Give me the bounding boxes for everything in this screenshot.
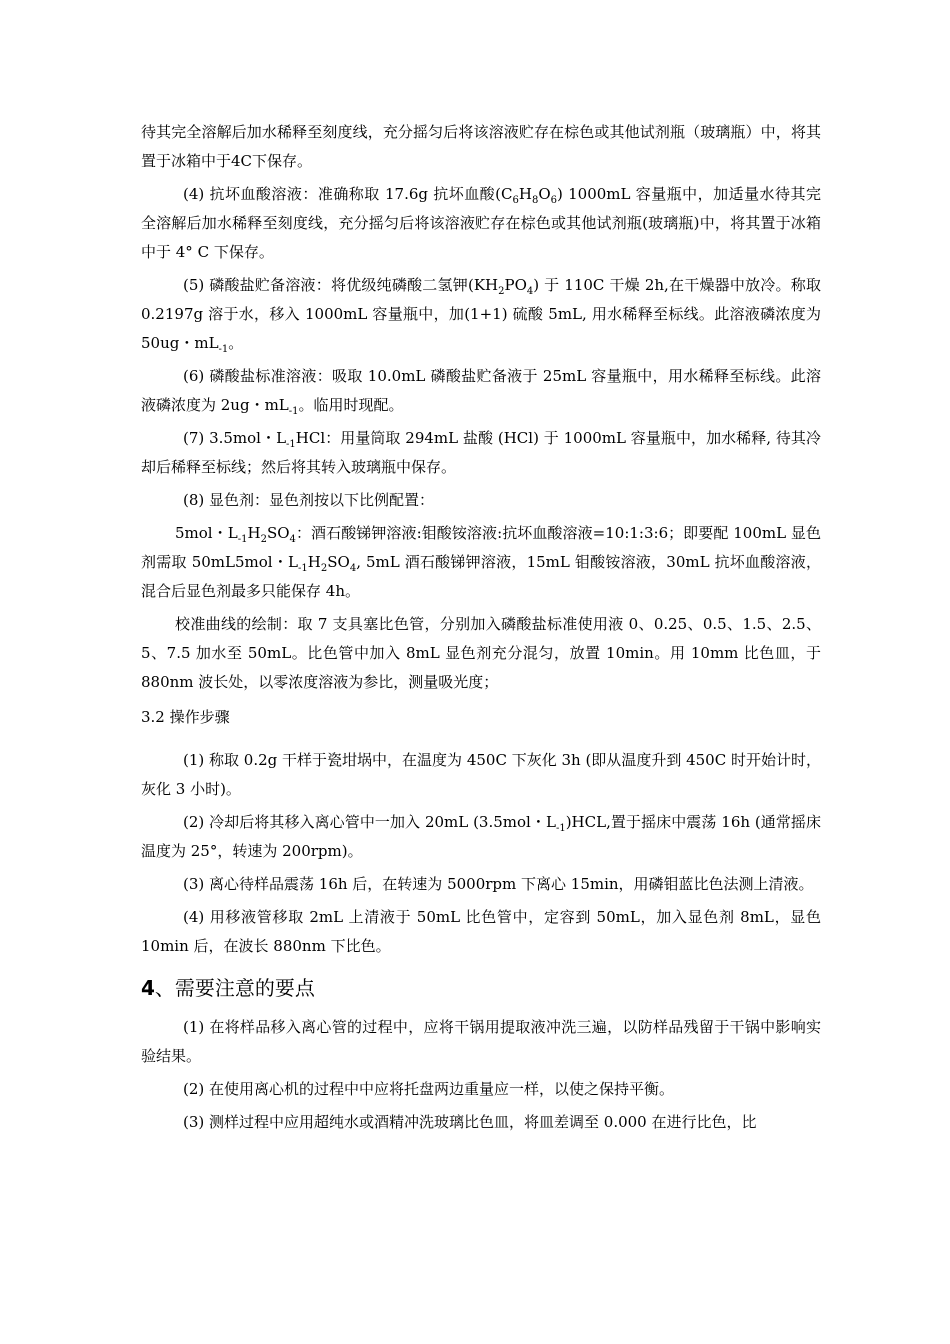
- paragraph-color-reagent: (8) 显色剂：显色剂按以下比例配置：: [183, 491, 435, 509]
- paragraph-color-reagent-ratio: 5mol・$L_{-1}H_2SO_4$：酒石酸锑钾溶液:钼酸铵溶液:抗坏血酸溶液=10:1:3:6；即要配 100mL 显色剂需取 50mL5mol・$L_{-1}H_2SO_4$, 5mL 酒石酸锑钾溶液，15mL 钼酸铵溶液，30mL 抗坏血酸溶液，混合后显色剂最多只能保存 4h。: [141, 524, 821, 600]
- section-title: 、需要注意的要点: [154, 976, 315, 1000]
- section-number: 4: [141, 976, 155, 1000]
- note-2: (2) 在使用离心机的过程中中应将托盘两边重量应一样，以使之保持平衡。: [183, 1080, 675, 1098]
- step-4: (4) 用移液管移取 2mL 上清液于 50mL 比色管中，定容到 50mL，加入显色剂 8mL，显色 10min 后，在波长 880nm 下比色。: [141, 908, 821, 955]
- paragraph-phosphate-standard: (6) 磷酸盐标准溶液：吸取 10.0mL 磷酸盐贮备液于 25mL 容量瓶中，用水稀释至标线。此溶液磷浓度为 2ug・$mL_{-1}$。临用时现配。: [141, 367, 821, 417]
- paragraph-calibration-curve: 校准曲线的绘制：取 7 支具塞比色管，分别加入磷酸盐标准使用液 0、0.25、0.5、1.5、2.5、5、7.5 加水至 50mL。比色管中加入 8mL 显色剂充分混匀，放置 10min。用 10mm 比色皿，于 880nm 波长处，以零浓度溶液为参比，测量吸光度；: [141, 615, 821, 691]
- step-1: (1) 称取 0.2g 干样于瓷坩埚中，在温度为 450C 下灰化 3h (即从温度升到 450C 时开始计时，灰化 3 小时)。: [141, 751, 821, 798]
- document-body: [141, 118, 821, 1141]
- paragraph-phosphate-stock: (5) 磷酸盐贮备溶液：将优级纯磷酸二氢钾$(KH_2PO_4)$ 于 110C 干燥 2h,在干燥器中放冷。称取 0.2197g 溶于水，移入 1000mL 容量瓶中，加(1+1) 硫酸 5mL, 用水稀释至标线。此溶液磷浓度为 50ug・$mL_{-1}$。: [141, 276, 821, 355]
- paragraph-ascorbic-acid: (4) 抗坏血酸溶液：准确称取 17.6g 抗坏血酸$(C_6H_8O_6)$ 1000mL 容量瓶中，加适量水待其完全溶解后加水稀释至刻度线，充分摇匀后将该溶液贮存在棕色或其他试剂瓶(玻璃瓶)中，将其置于冰箱中于 4° C 下保存。: [141, 185, 821, 261]
- paragraph-continuation: 待其完全溶解后加水稀释至刻度线，充分摇匀后将该溶液贮存在棕色或其他试剂瓶（玻璃瓶）中，将其置于冰箱中于4C下保存。: [141, 123, 821, 170]
- step-2: (2) 冷却后将其移入离心管中一加入 20mL (3.5mol・$L_{-1})HCL$,置于摇床中震荡 16h (通常摇床温度为 25°，转速为 200rpm)。: [141, 813, 822, 860]
- section-heading-4: [141, 973, 821, 1003]
- note-3: (3) 测样过程中应用超纯水或酒精冲洗玻璃比色皿，将皿差调至 0.000 在进行比色，比: [183, 1113, 757, 1131]
- note-1: (1) 在将样品移入离心管的过程中，应将干锅用提取液冲洗三遍，以防样品残留于干锅中影响实验结果。: [141, 1018, 821, 1065]
- section-heading-3-2: 3.2 操作步骤: [141, 708, 230, 726]
- step-3: (3) 离心待样品震荡 16h 后，在转速为 5000rpm 下离心 15min，用磷钼蓝比色法测上清液。: [183, 875, 814, 893]
- paragraph-hcl: (7) 3.5mol・$L_{-1}HCl$：用量筒取 294mL 盐酸 (HCl) 于 1000mL 容量瓶中，加水稀释, 待其冷却后稀释至标线；然后将其转入玻璃瓶中保存。: [141, 429, 821, 476]
